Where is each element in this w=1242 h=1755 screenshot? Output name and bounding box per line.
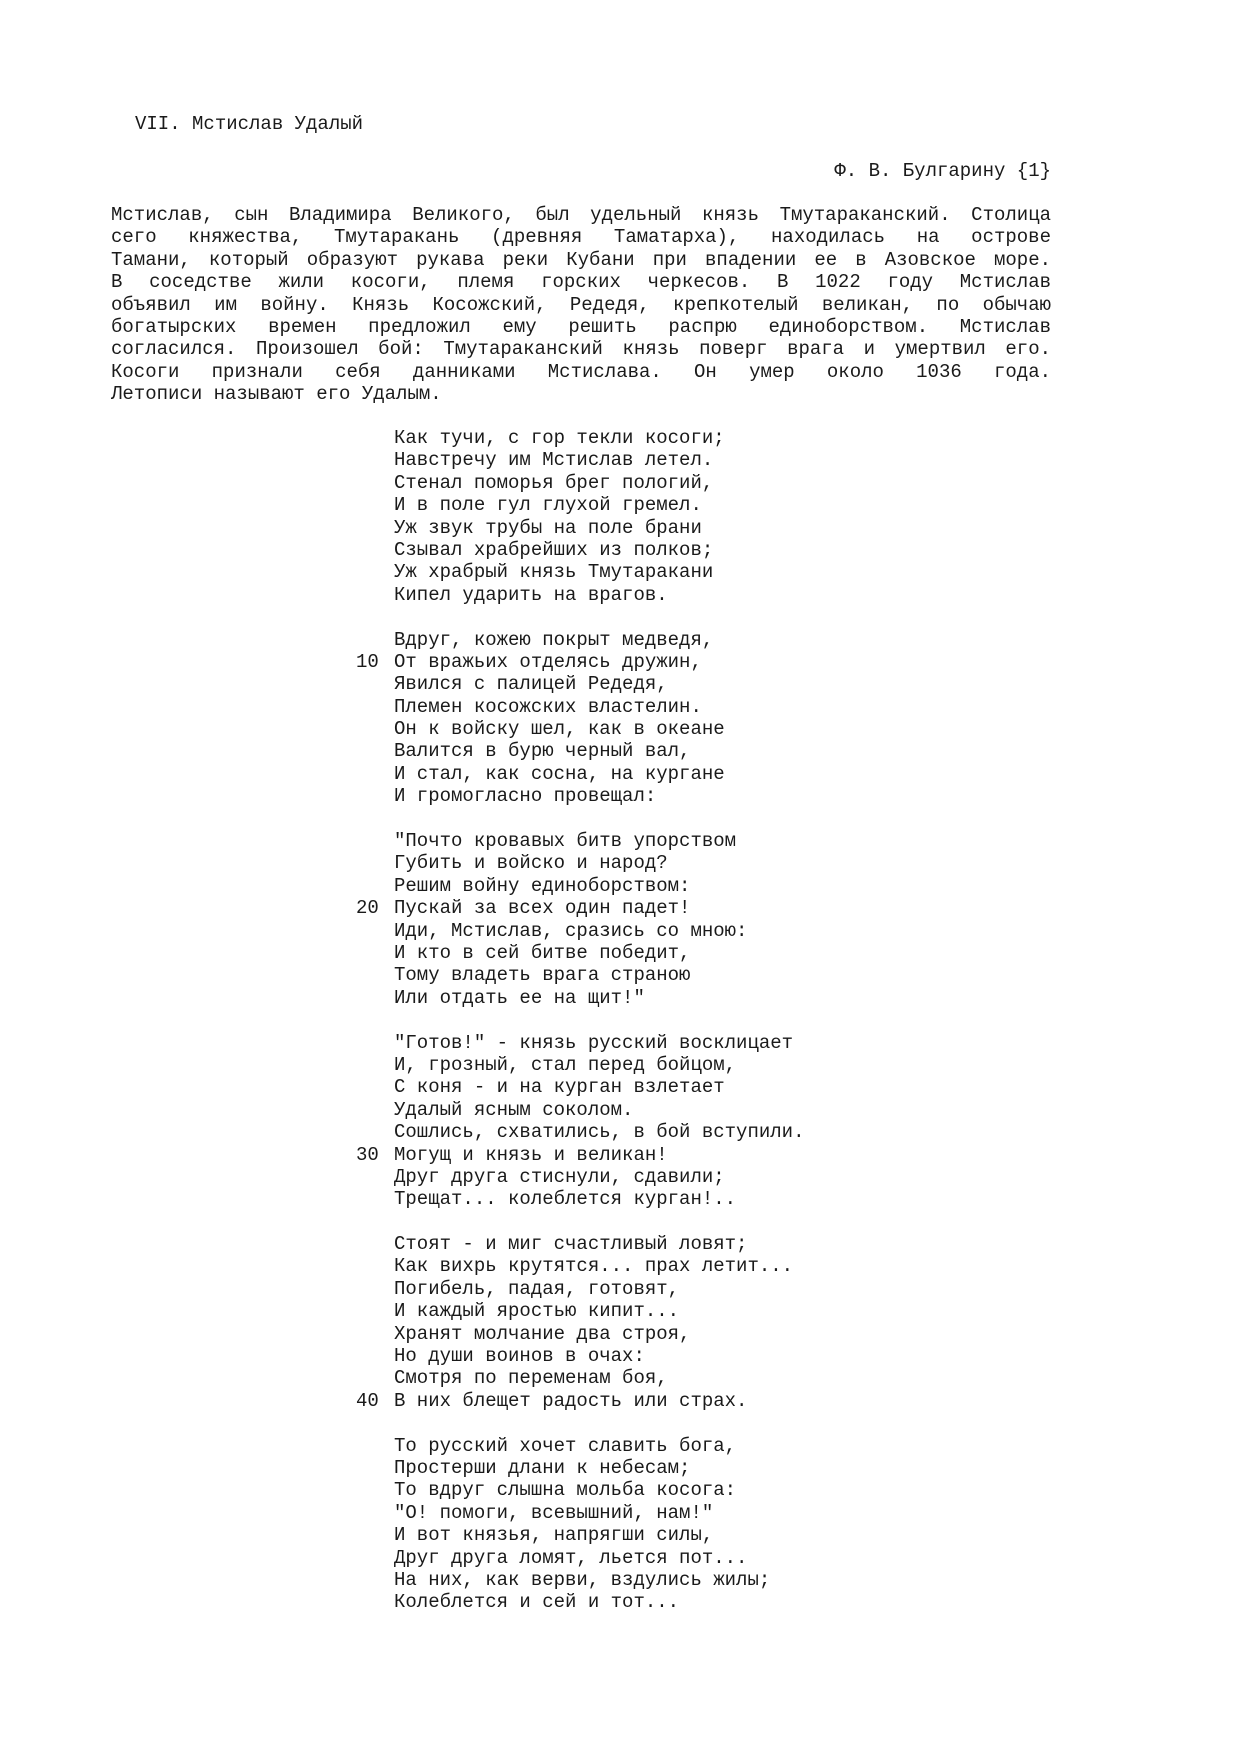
- intro-line: Косоги признали себя данниками Мстислава. Он умер около 1036 года.: [111, 360, 1051, 383]
- verse-line: [352, 472, 804, 494]
- stanza-break: [352, 1412, 804, 1434]
- verse-text: Друг друга ломят, льется пот...: [394, 1546, 748, 1569]
- verse-line: [352, 1144, 804, 1166]
- verse-line: [352, 718, 804, 740]
- stanza-break: [352, 1211, 804, 1233]
- stanza-break: [352, 606, 804, 628]
- verse-line: [352, 1032, 804, 1054]
- intro-line: В соседстве жили косоги, племя горских черкесов. В 1022 году Мстислав: [111, 271, 1051, 294]
- verse-line: [352, 763, 804, 785]
- verse-line: [352, 1435, 804, 1457]
- verse-line: [352, 852, 804, 874]
- line-number: 40: [356, 1389, 379, 1412]
- verse-text: Удалый ясным соколом.: [394, 1098, 634, 1121]
- verse-line: [352, 1233, 804, 1255]
- intro-line: согласился. Произошел бой: Тмутараканский князь поверг врага и умертвил его.: [111, 338, 1051, 361]
- verse-text: И в поле гул глухой гремел.: [394, 494, 702, 517]
- verse-text: То вдруг слышна мольба косога:: [394, 1479, 737, 1502]
- verse-line: [352, 1188, 804, 1210]
- verse-line: [352, 1278, 804, 1300]
- verse-text: Смотря по переменам боя,: [394, 1367, 668, 1390]
- verse-text: И стал, как сосна, на кургане: [394, 762, 725, 785]
- verse-text: Решим войну единоборством:: [394, 874, 691, 897]
- verse-text: Как вихрь крутятся... прах летит...: [394, 1255, 794, 1278]
- line-number: 10: [356, 650, 379, 673]
- intro-line: сего княжества, Тмутаракань (древняя Таматарха), находилась на острове: [111, 226, 1051, 249]
- verse-line: [352, 1099, 804, 1121]
- verse-line: [352, 897, 804, 919]
- verse-text: Уж храбрый князь Тмутаракани: [394, 561, 714, 584]
- line-number: 20: [356, 897, 379, 920]
- verse-line: [352, 1166, 804, 1188]
- intro-paragraph: [111, 204, 1051, 406]
- verse-text: "Готов!" - князь русский восклицает: [394, 1031, 794, 1054]
- verse-text: На них, как верви, вздулись жилы;: [394, 1568, 771, 1591]
- verse-line: [352, 584, 804, 606]
- verse-text: С коня - и на курган взлетает: [394, 1076, 725, 1099]
- verse-line: [352, 1479, 804, 1501]
- verse-line: [352, 494, 804, 516]
- verse-text: Как тучи, с гор текли косоги;: [394, 427, 725, 449]
- verse-text: Но души воинов в очах:: [394, 1345, 645, 1368]
- verse-line: [352, 964, 804, 986]
- verse-line: [352, 830, 804, 852]
- verse-text: Хранят молчание два строя,: [394, 1322, 691, 1345]
- verse-text: Сошлись, схватились, в бой вступили.: [394, 1121, 805, 1144]
- verse-line: [352, 1076, 804, 1098]
- verse-text: И громогласно провещал:: [394, 785, 657, 808]
- verse-text: Погибель, падая, готовят,: [394, 1277, 680, 1300]
- verse-text: Могущ и князь и великан!: [394, 1143, 668, 1166]
- verse-text: Губить и войско и народ?: [394, 852, 668, 875]
- verse-text: Валится в бурю черный вал,: [394, 740, 691, 763]
- intro-line: Тамани, который образуют рукава реки Кубани при впадении ее в Азовское море.: [111, 248, 1051, 271]
- verse-text: Друг друга стиснули, сдавили;: [394, 1165, 725, 1188]
- verse-line: [352, 517, 804, 539]
- verse-text: В них блещет радость или страх.: [394, 1389, 748, 1412]
- verse-text: То русский хочет славить бога,: [394, 1434, 737, 1457]
- verse-text: Простерши длани к небесам;: [394, 1456, 691, 1479]
- verse-line: [352, 920, 804, 942]
- verse-line: [352, 1300, 804, 1322]
- verse-line: [352, 696, 804, 718]
- verse-text: Пускай за всех один падет!: [394, 897, 691, 920]
- verse-line: [352, 1390, 804, 1412]
- intro-line: богатырских времен предложил ему решить распрю единоборством. Мстислав: [111, 315, 1051, 338]
- verse-text: И вот князья, напрягши силы,: [394, 1524, 714, 1547]
- verse-line: [352, 1502, 804, 1524]
- verse-line: [352, 1524, 804, 1546]
- chapter-title: VII. Мстислав Удалый: [135, 113, 364, 135]
- intro-line: объявил им войну. Князь Косожский, Редедя, крепкотелый великан, по обычаю: [111, 293, 1051, 316]
- verse-line: [352, 1457, 804, 1479]
- verse-line: [352, 785, 804, 807]
- verse-line: [352, 1323, 804, 1345]
- verse-text: Вдруг, кожею покрыт медведя,: [394, 628, 714, 651]
- stanza-break: [352, 808, 804, 830]
- verse-line: [352, 740, 804, 762]
- verse-line: [352, 1547, 804, 1569]
- verse-line: [352, 1591, 804, 1613]
- poem: [352, 427, 804, 1614]
- verse-line: [352, 1054, 804, 1076]
- verse-line: [352, 942, 804, 964]
- verse-text: Навстречу им Мстислав летел.: [394, 449, 714, 472]
- verse-text: И кто в сей битве победит,: [394, 941, 691, 964]
- intro-line: Мстислав, сын Владимира Великого, был удельный князь Тмутараканский. Столица: [111, 204, 1051, 226]
- verse-line: [352, 539, 804, 561]
- stanza-break: [352, 1009, 804, 1031]
- verse-text: Стенал поморья брег пологий,: [394, 471, 714, 494]
- verse-text: Уж звук трубы на поле брани: [394, 516, 702, 539]
- line-number: 30: [356, 1143, 379, 1166]
- verse-text: Иди, Мстислав, сразись со мною:: [394, 919, 748, 942]
- verse-line: [352, 1367, 804, 1389]
- intro-line: Летописи называют его Удалым.: [111, 383, 442, 406]
- verse-text: Сзывал храбрейших из полков;: [394, 538, 714, 561]
- verse-line: [352, 427, 804, 449]
- verse-line: [352, 987, 804, 1009]
- verse-text: Трещат... колеблется курган!..: [394, 1188, 737, 1211]
- verse-line: [352, 449, 804, 471]
- verse-text: Явился с палицей Редедя,: [394, 673, 668, 696]
- verse-line: [352, 651, 804, 673]
- verse-line: [352, 1569, 804, 1591]
- verse-text: Или отдать ее на щит!": [394, 986, 645, 1009]
- verse-line: [352, 875, 804, 897]
- verse-text: "Почто кровавых битв упорством: [394, 830, 737, 853]
- verse-text: И каждый яростью кипит...: [394, 1300, 680, 1323]
- verse-text: Племен косожских властелин.: [394, 695, 702, 718]
- verse-text: Он к войску шел, как в океане: [394, 718, 725, 741]
- verse-text: Тому владеть врага страною: [394, 964, 691, 987]
- verse-line: [352, 673, 804, 695]
- verse-line: [352, 1255, 804, 1277]
- verse-text: Колеблется и сей и тот...: [394, 1591, 680, 1614]
- dedication: Ф. В. Булгарину {1}: [834, 160, 1051, 182]
- verse-text: От вражьих отделясь дружин,: [394, 650, 702, 673]
- verse-text: Стоят - и миг счастливый ловят;: [394, 1233, 748, 1256]
- verse-line: [352, 1121, 804, 1143]
- verse-line: [352, 561, 804, 583]
- verse-text: Кипел ударить на врагов.: [394, 583, 668, 606]
- verse-text: И, грозный, стал перед бойцом,: [394, 1053, 737, 1076]
- verse-text: "О! помоги, всевышний, нам!": [394, 1501, 714, 1524]
- verse-line: [352, 629, 804, 651]
- verse-line: [352, 1345, 804, 1367]
